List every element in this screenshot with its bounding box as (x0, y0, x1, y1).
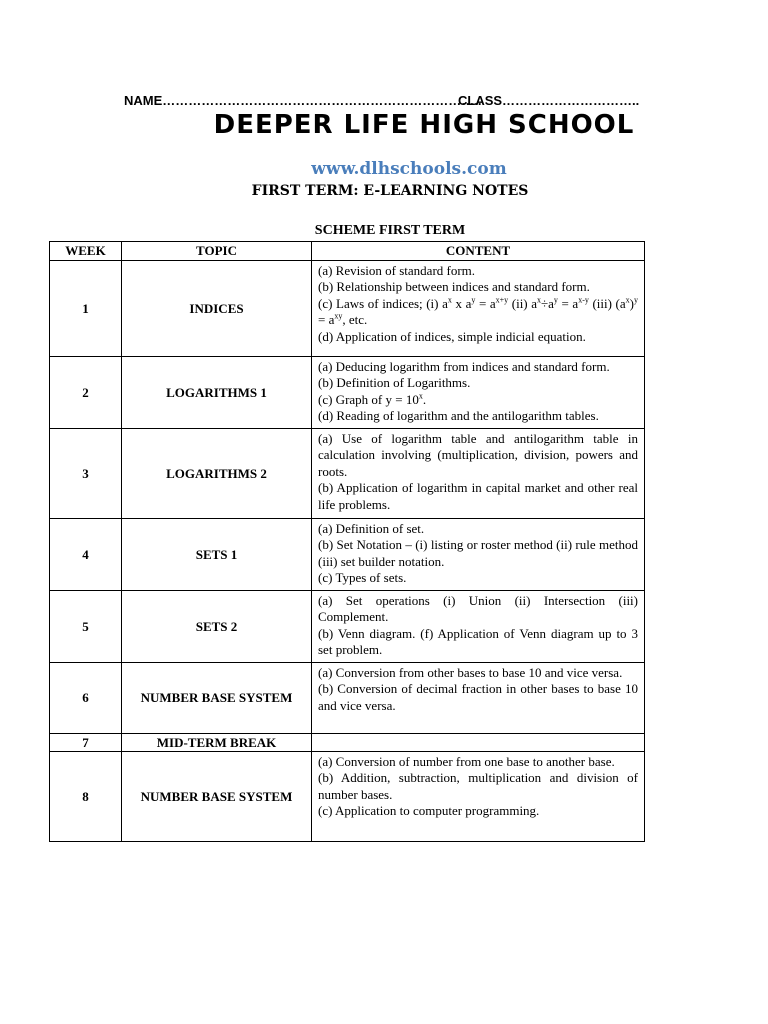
school-title: DEEPER LIFE HIGH SCHOOL (213, 110, 635, 140)
table-row (50, 591, 645, 663)
table-row (50, 734, 645, 752)
content-cell (312, 357, 645, 429)
week-number: 2 (50, 357, 122, 429)
scheme-table (49, 241, 645, 842)
content-line: (d) Application of indices, simple indicial equation. (318, 328, 586, 344)
week-number: 6 (50, 663, 122, 734)
content-line: (a) Set operations (i) Union (ii) Intersection (iii) Complement. (318, 593, 638, 625)
table-row (50, 663, 645, 734)
content-line: (b) Addition, subtraction, multiplication and division of number bases. (318, 770, 638, 802)
content-line: (d) Reading of logarithm and the antilogarithm tables. (318, 408, 599, 424)
content-line: (a) Conversion from other bases to base 10 and vice versa. (318, 665, 623, 680)
content-line: (a) Conversion of number from one base to another base. (318, 754, 615, 769)
content-line: (a) Deducing logarithm from indices and standard form. (318, 359, 610, 374)
school-website-link[interactable]: www.dlhschools.com (311, 159, 507, 179)
topic-cell: SETS 2 (122, 591, 312, 663)
week-number: 4 (50, 519, 122, 591)
topic-cell: MID-TERM BREAK (122, 734, 312, 752)
content-line: (b) Venn diagram. (f) Application of Venn diagram up to 3 set problem. (318, 625, 638, 658)
table-row (50, 261, 645, 357)
topic-cell: NUMBER BASE SYSTEM (122, 663, 312, 734)
name-field-label: NAME……………………………………………………………….. (124, 93, 482, 108)
content-cell (312, 519, 645, 591)
topic-column-header: TOPIC (122, 242, 312, 261)
content-line: (b) Definition of Logarithms. (318, 375, 471, 391)
week-number: 1 (50, 261, 122, 357)
content-cell (312, 752, 645, 842)
table-row (50, 752, 645, 842)
content-line: (a) Revision of standard form. (318, 263, 476, 278)
content-line: (b) Application of logarithm in capital market and other real life problems. (318, 480, 638, 512)
laws-of-indices-line: (c) Laws of indices; (i) $a^x$ x $a^y = a^{x+y}$ (ii) $a^x\div a^y = a^{x-y}$ (iii) $(a^x)^y = a^{xy}$, etc. (318, 295, 639, 328)
week-column-header: WEEK (50, 242, 122, 261)
week-number: 8 (50, 752, 122, 842)
scheme-heading: SCHEME FIRST TERM (314, 223, 466, 238)
content-line: (b) Set Notation – (i) listing or roster method (ii) rule method (iii) set builder notation. (318, 537, 638, 569)
week-number: 7 (50, 734, 122, 752)
topic-cell: SETS 1 (122, 519, 312, 591)
table-row (50, 429, 645, 519)
content-column-header: CONTENT (312, 242, 645, 261)
graph-line: (c) Graph of $y = 10^x$. (318, 391, 427, 407)
content-cell (312, 261, 645, 357)
content-line: (a) Definition of set. (318, 521, 425, 536)
topic-cell: LOGARITHMS 1 (122, 357, 312, 429)
week-number: 5 (50, 591, 122, 663)
content-line: (c) Application to computer programming. (318, 803, 540, 819)
topic-cell: LOGARITHMS 2 (122, 429, 312, 519)
content-line: (b) Relationship between indices and standard form. (318, 279, 590, 295)
content-cell (312, 734, 645, 752)
content-line: (b) Conversion of decimal fraction in other bases to base 10 and vice versa. (318, 681, 638, 713)
topic-cell: INDICES (122, 261, 312, 357)
table-row (50, 357, 645, 429)
class-field-label: CLASS………………………….. (458, 93, 640, 108)
content-cell (312, 591, 645, 663)
term-heading: FIRST TERM: E-LEARNING NOTES (251, 183, 529, 199)
topic-cell: NUMBER BASE SYSTEM (122, 752, 312, 842)
table-header-row (50, 242, 645, 261)
week-number: 3 (50, 429, 122, 519)
content-line: (a) Use of logarithm table and antilogarithm table in calculation involving (multiplication, division, powers and roots. (318, 431, 638, 479)
content-line: (c) Types of sets. (318, 570, 407, 586)
content-cell (312, 663, 645, 734)
content-cell (312, 429, 645, 519)
table-row (50, 519, 645, 591)
